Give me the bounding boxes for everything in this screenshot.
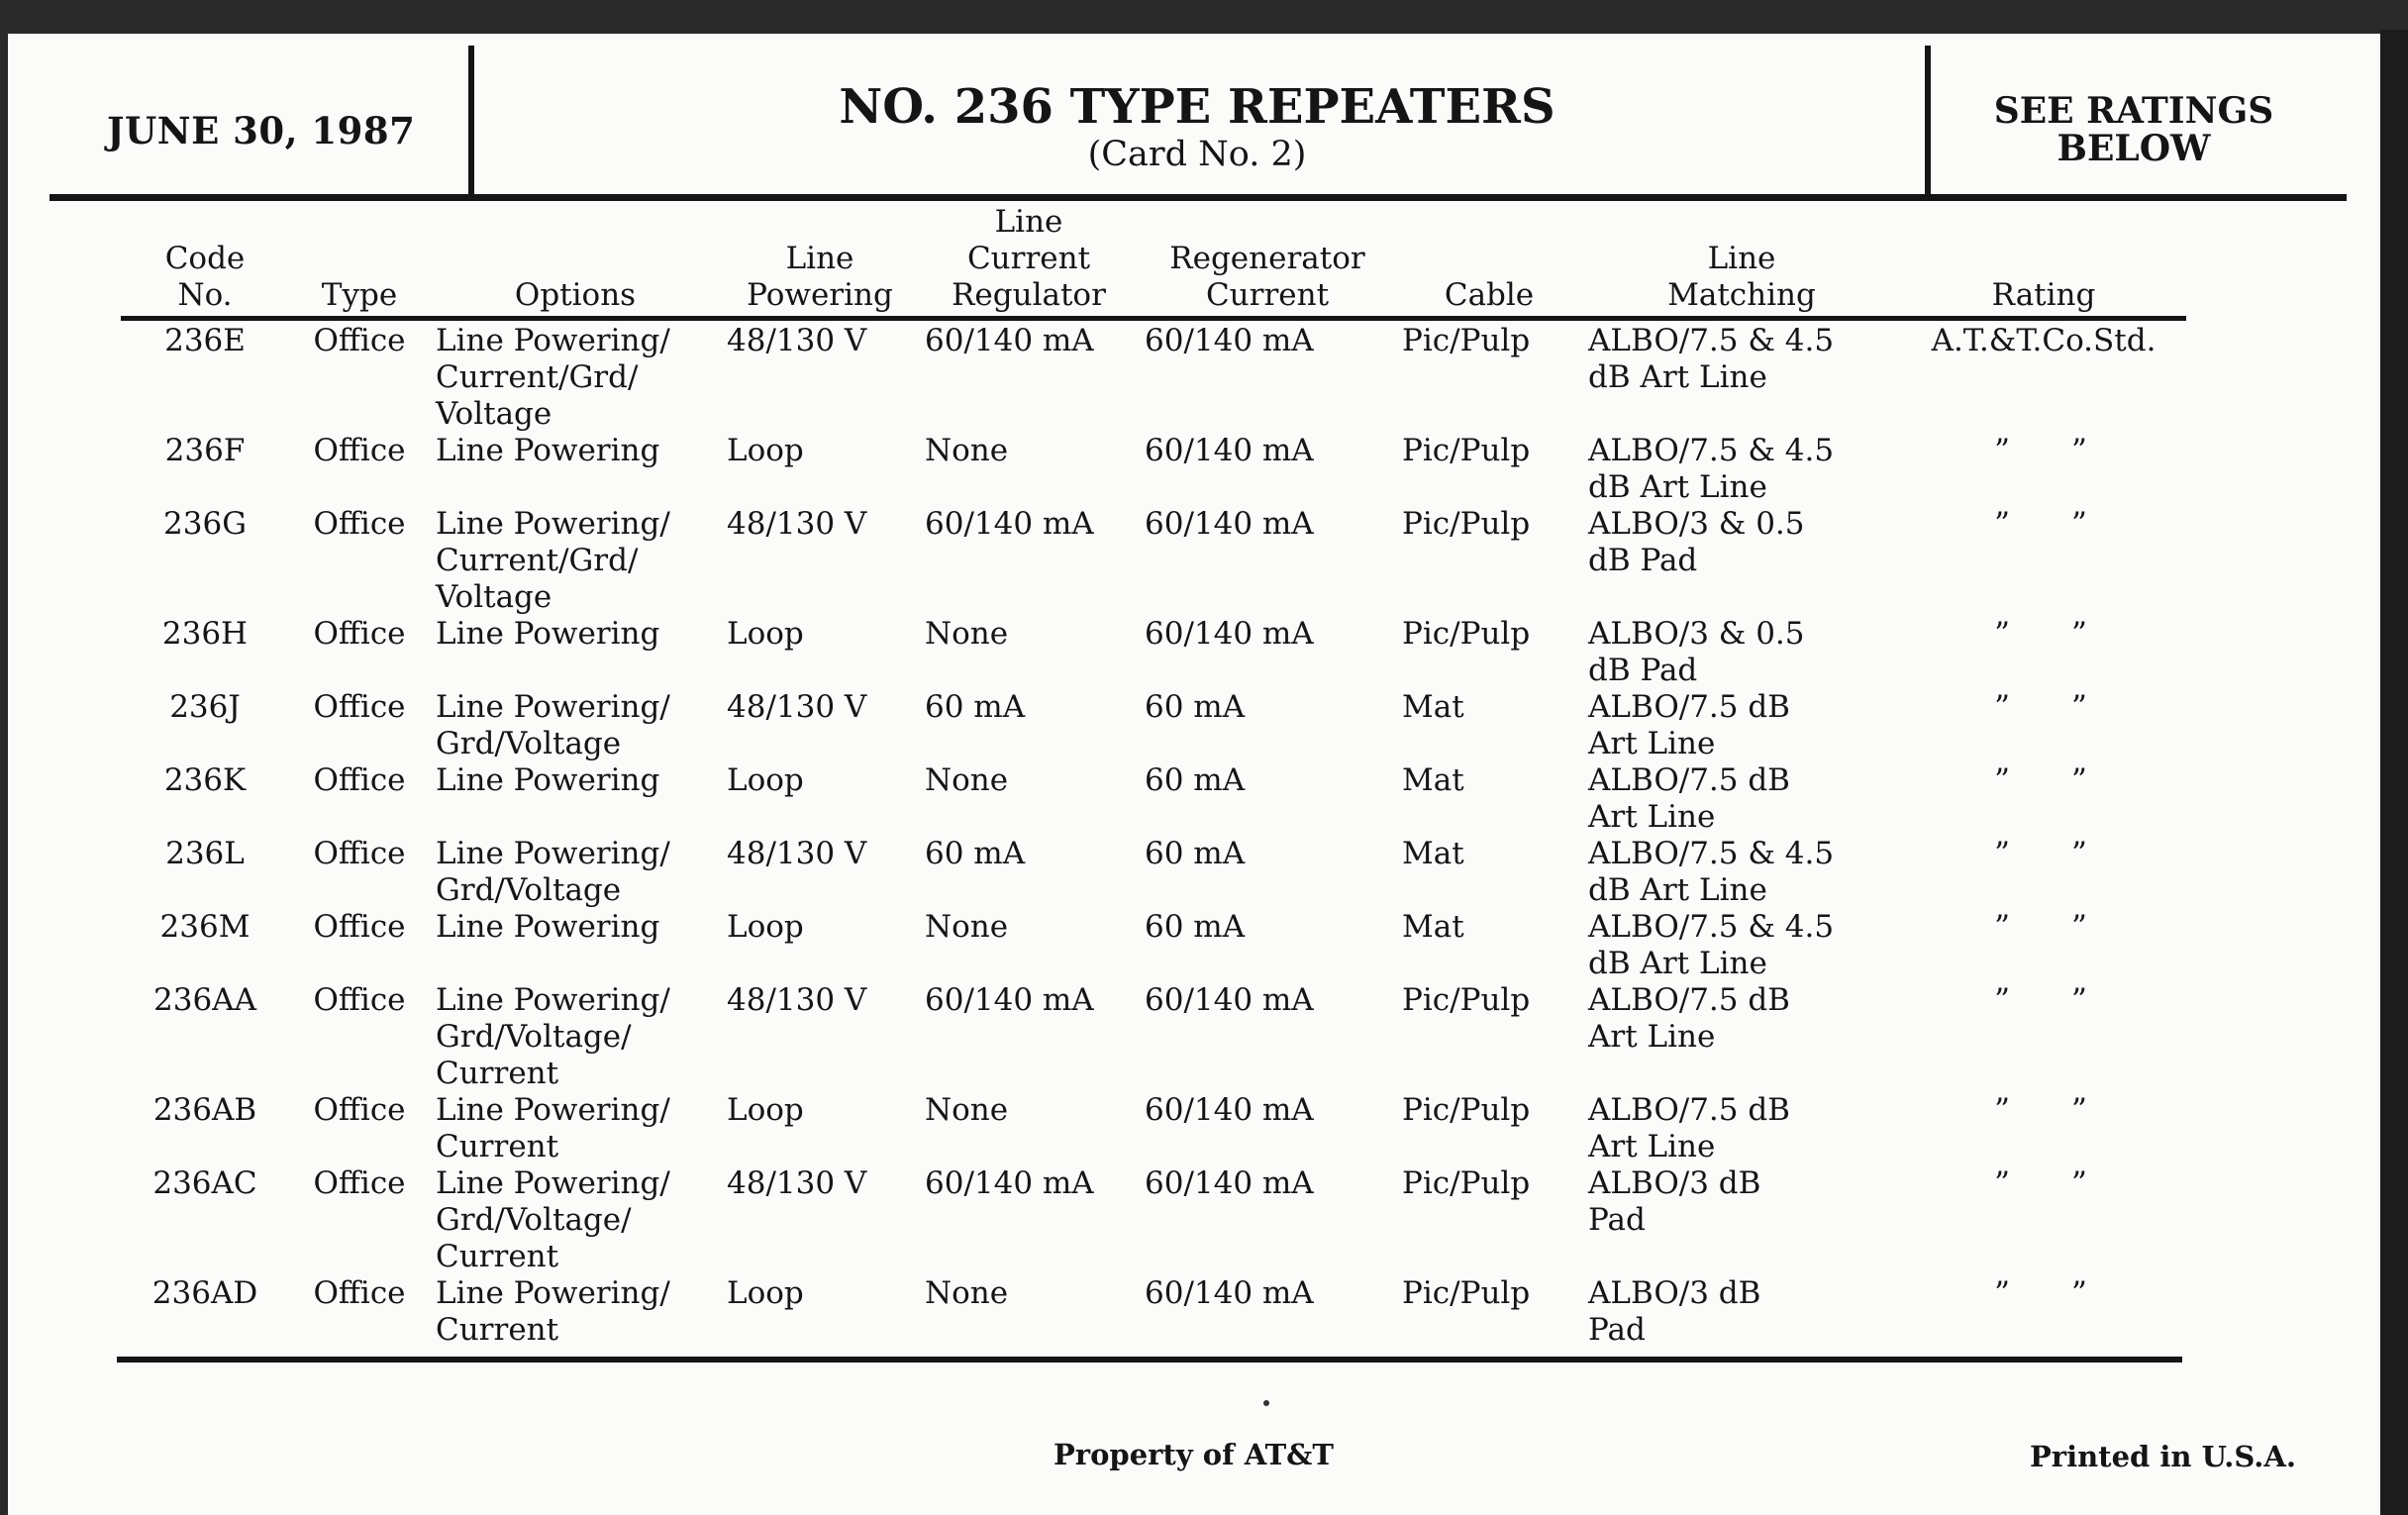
cell-type: Office bbox=[313, 433, 406, 468]
cell-line-powering: 48/130 V bbox=[727, 1165, 867, 1201]
cell-regenerator: 60 mA bbox=[1145, 836, 1246, 871]
table-row bbox=[121, 1165, 2186, 1275]
cell-type: Office bbox=[313, 1275, 406, 1311]
table-row bbox=[121, 319, 2186, 434]
cell-rating: ”” bbox=[1994, 506, 2149, 542]
cell-type: Office bbox=[313, 762, 406, 798]
column-header-rating: Rating bbox=[1901, 204, 2186, 319]
cell-matching: ALBO/7.5 dB Art Line bbox=[1588, 689, 1790, 761]
cell-regulator: None bbox=[925, 1092, 1009, 1128]
card-subtitle: (Card No. 2) bbox=[1087, 135, 1307, 174]
header-rule bbox=[50, 194, 2347, 201]
cell-options: Line Powering/ Current bbox=[436, 1275, 670, 1348]
cell-cable: Pic/Pulp bbox=[1402, 1275, 1531, 1311]
column-header-matching: Line Matching bbox=[1582, 204, 1901, 319]
cell-line-powering: 48/130 V bbox=[727, 506, 867, 542]
cell-type: Office bbox=[313, 506, 406, 542]
table-row bbox=[121, 909, 2186, 982]
cell-code: 236AA bbox=[153, 982, 256, 1018]
repeater-table bbox=[121, 204, 2186, 1357]
cell-line-powering: Loop bbox=[727, 616, 804, 652]
cell-line-powering: Loop bbox=[727, 1275, 804, 1311]
cell-rating: A.T.&T.Co.Std. bbox=[1931, 323, 2157, 358]
table-row bbox=[121, 433, 2186, 506]
table-row bbox=[121, 689, 2186, 762]
column-header-code: Code No. bbox=[121, 204, 289, 319]
cell-cable: Pic/Pulp bbox=[1402, 506, 1531, 542]
table-row bbox=[121, 836, 2186, 909]
table-header-row bbox=[121, 204, 2186, 319]
cell-code: 236J bbox=[169, 689, 241, 725]
print-speck bbox=[1263, 1400, 1269, 1406]
cell-options: Line Powering/ Grd/Voltage bbox=[436, 836, 670, 908]
property-notice: Property of AT&T bbox=[1054, 1438, 1334, 1471]
cell-cable: Pic/Pulp bbox=[1402, 982, 1531, 1018]
cell-regulator: None bbox=[925, 762, 1009, 798]
cell-options: Line Powering/ Current/Grd/ Voltage bbox=[436, 506, 670, 615]
cell-line-powering: Loop bbox=[727, 1092, 804, 1128]
cell-cable: Pic/Pulp bbox=[1402, 323, 1531, 358]
cell-regenerator: 60/140 mA bbox=[1145, 506, 1314, 542]
cell-rating: ”” bbox=[1994, 762, 2149, 798]
cell-rating: ”” bbox=[1994, 433, 2149, 468]
table-row bbox=[121, 616, 2186, 689]
cell-cable: Mat bbox=[1402, 762, 1464, 798]
cell-options: Line Powering/ Current bbox=[436, 1092, 670, 1164]
cell-code: 236F bbox=[164, 433, 246, 468]
cell-matching: ALBO/7.5 dB Art Line bbox=[1588, 762, 1790, 835]
cell-cable: Pic/Pulp bbox=[1402, 1165, 1531, 1201]
column-header-cable: Cable bbox=[1396, 204, 1582, 319]
cell-options: Line Powering/ Grd/Voltage/ Current bbox=[436, 1165, 670, 1274]
cell-type: Office bbox=[313, 616, 406, 652]
cell-code: 236AD bbox=[151, 1275, 258, 1311]
cell-matching: ALBO/7.5 dB Art Line bbox=[1588, 1092, 1790, 1164]
card-edge bbox=[2380, 30, 2408, 1515]
cell-rating: ”” bbox=[1994, 909, 2149, 945]
cell-cable: Mat bbox=[1402, 689, 1464, 725]
cell-type: Office bbox=[313, 982, 406, 1018]
cell-code: 236M bbox=[159, 909, 251, 945]
cell-regulator: 60 mA bbox=[925, 689, 1026, 725]
table-row bbox=[121, 982, 2186, 1092]
cell-type: Office bbox=[313, 323, 406, 358]
cell-cable: Pic/Pulp bbox=[1402, 616, 1531, 652]
cell-line-powering: 48/130 V bbox=[727, 323, 867, 358]
cell-regenerator: 60/140 mA bbox=[1145, 1165, 1314, 1201]
cell-line-powering: Loop bbox=[727, 762, 804, 798]
cell-rating: ”” bbox=[1994, 982, 2149, 1018]
cell-regenerator: 60 mA bbox=[1145, 909, 1246, 945]
column-header-line-powering: Line Powering bbox=[721, 204, 919, 319]
cell-type: Office bbox=[313, 1092, 406, 1128]
cell-cable: Pic/Pulp bbox=[1402, 1092, 1531, 1128]
cell-matching: ALBO/3 & 0.5 dB Pad bbox=[1588, 616, 1805, 688]
column-header-type: Type bbox=[289, 204, 430, 319]
cell-code: 236H bbox=[161, 616, 249, 652]
cell-regulator: 60 mA bbox=[925, 836, 1026, 871]
cell-matching: ALBO/7.5 & 4.5 dB Art Line bbox=[1588, 836, 1835, 908]
cell-matching: ALBO/7.5 dB Art Line bbox=[1588, 982, 1790, 1055]
cell-type: Office bbox=[313, 909, 406, 945]
cell-line-powering: Loop bbox=[727, 433, 804, 468]
cell-regenerator: 60 mA bbox=[1145, 689, 1246, 725]
cell-options: Line Powering bbox=[436, 762, 660, 798]
cell-rating: ”” bbox=[1994, 1092, 2149, 1128]
cell-cable: Mat bbox=[1402, 909, 1464, 945]
cell-options: Line Powering bbox=[436, 433, 660, 468]
cell-regulator: None bbox=[925, 616, 1009, 652]
table-bottom-rule bbox=[117, 1357, 2182, 1363]
cell-cable: Mat bbox=[1402, 836, 1464, 871]
card-title: NO. 236 TYPE REPEATERS bbox=[839, 79, 1555, 135]
cell-code: 236AB bbox=[152, 1092, 257, 1128]
cell-regenerator: 60/140 mA bbox=[1145, 433, 1314, 468]
cell-type: Office bbox=[313, 1165, 406, 1201]
cell-regulator: 60/140 mA bbox=[925, 982, 1094, 1018]
cell-regulator: 60/140 mA bbox=[925, 1165, 1094, 1201]
ratings-note: SEE RATINGS BELOW bbox=[1993, 90, 2274, 169]
cell-matching: ALBO/7.5 & 4.5 dB Art Line bbox=[1588, 323, 1835, 395]
cell-regulator: 60/140 mA bbox=[925, 506, 1094, 542]
cell-rating: ”” bbox=[1994, 836, 2149, 871]
cell-regulator: None bbox=[925, 433, 1009, 468]
cell-regenerator: 60/140 mA bbox=[1145, 616, 1314, 652]
table-row bbox=[121, 1275, 2186, 1357]
cell-matching: ALBO/3 dB Pad bbox=[1588, 1165, 1761, 1238]
cell-regulator: None bbox=[925, 909, 1009, 945]
cell-code: 236AC bbox=[152, 1165, 257, 1201]
cell-regenerator: 60/140 mA bbox=[1145, 1092, 1314, 1128]
table-row bbox=[121, 1092, 2186, 1165]
column-header-regenerator: Regenerator Current bbox=[1139, 204, 1396, 319]
cell-options: Line Powering/ Grd/Voltage/ Current bbox=[436, 982, 670, 1091]
table-row bbox=[121, 506, 2186, 616]
cell-rating: ”” bbox=[1994, 616, 2149, 652]
cell-matching: ALBO/7.5 & 4.5 dB Art Line bbox=[1588, 433, 1835, 505]
table-row bbox=[121, 762, 2186, 836]
cell-regulator: 60/140 mA bbox=[925, 323, 1094, 358]
cell-type: Office bbox=[313, 836, 406, 871]
cell-regenerator: 60/140 mA bbox=[1145, 323, 1314, 358]
column-header-options: Options bbox=[430, 204, 721, 319]
cell-code: 236G bbox=[163, 506, 247, 542]
table-body bbox=[121, 319, 2186, 1358]
cell-regenerator: 60 mA bbox=[1145, 762, 1246, 798]
cell-regulator: None bbox=[925, 1275, 1009, 1311]
cell-rating: ”” bbox=[1994, 689, 2149, 725]
cell-code: 236K bbox=[163, 762, 247, 798]
cell-options: Line Powering/ Grd/Voltage bbox=[436, 689, 670, 761]
cell-matching: ALBO/3 dB Pad bbox=[1588, 1275, 1761, 1348]
cell-matching: ALBO/7.5 & 4.5 dB Art Line bbox=[1588, 909, 1835, 981]
cell-options: Line Powering bbox=[436, 909, 660, 945]
cell-regenerator: 60/140 mA bbox=[1145, 1275, 1314, 1311]
cell-line-powering: Loop bbox=[727, 909, 804, 945]
cell-matching: ALBO/3 & 0.5 dB Pad bbox=[1588, 506, 1805, 578]
cell-line-powering: 48/130 V bbox=[727, 836, 867, 871]
cell-options: Line Powering/ Current/Grd/ Voltage bbox=[436, 323, 670, 432]
cell-regenerator: 60/140 mA bbox=[1145, 982, 1314, 1018]
printed-notice: Printed in U.S.A. bbox=[2030, 1440, 2296, 1473]
cell-code: 236L bbox=[165, 836, 245, 871]
cell-type: Office bbox=[313, 689, 406, 725]
cell-line-powering: 48/130 V bbox=[727, 982, 867, 1018]
cell-rating: ”” bbox=[1994, 1275, 2149, 1311]
cell-rating: ”” bbox=[1994, 1165, 2149, 1201]
cell-line-powering: 48/130 V bbox=[727, 689, 867, 725]
column-header-regulator: Line Current Regulator bbox=[919, 204, 1139, 319]
cell-options: Line Powering bbox=[436, 616, 660, 652]
card-date: JUNE 30, 1987 bbox=[107, 109, 416, 152]
cell-code: 236E bbox=[164, 323, 246, 358]
cell-cable: Pic/Pulp bbox=[1402, 433, 1531, 468]
